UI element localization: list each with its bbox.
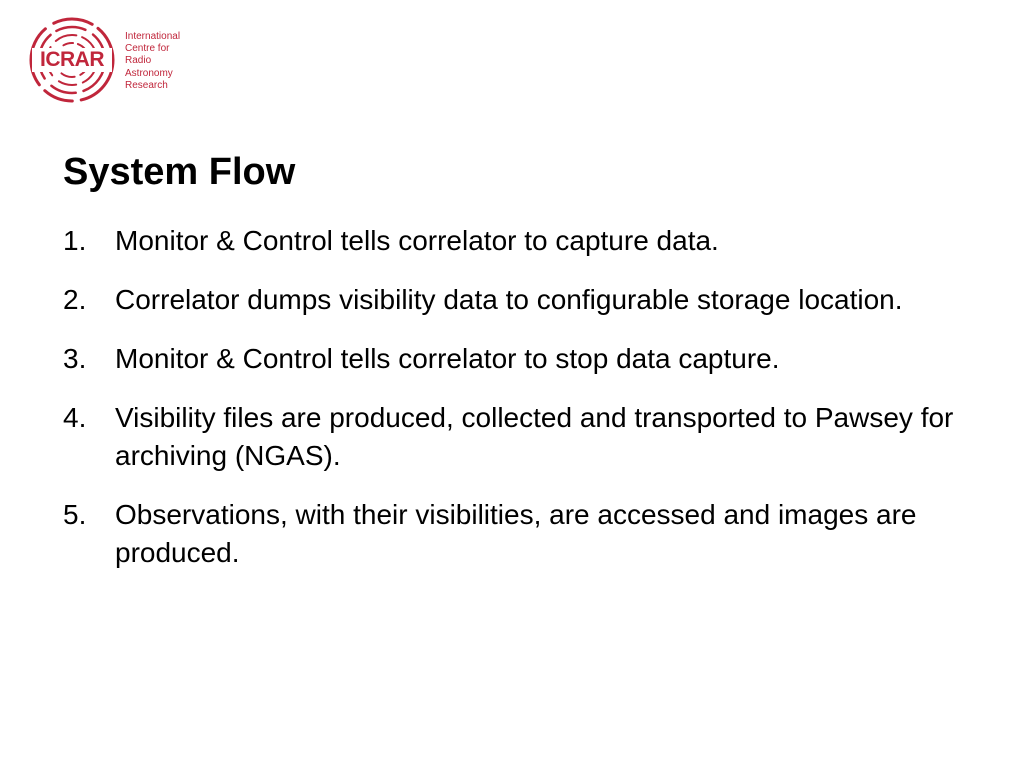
step-number: 1. xyxy=(63,225,87,256)
step-text: Monitor & Control tells correlator to stop data capture. xyxy=(115,343,780,374)
logo-wordmark: ICRAR xyxy=(32,48,112,72)
step-number: 2. xyxy=(63,284,87,315)
flow-step xyxy=(63,399,973,475)
step-number: 3. xyxy=(63,343,87,374)
logo-line: International xyxy=(125,31,181,42)
icrar-logo-mark xyxy=(28,16,116,104)
logo-line: Astronomy xyxy=(125,67,173,79)
step-text: Correlator dumps visibility data to configurable storage location. xyxy=(115,284,903,315)
flow-step xyxy=(63,222,973,260)
step-number: 4. xyxy=(63,402,87,433)
flow-step xyxy=(63,340,973,378)
logo-line: Radio xyxy=(125,55,152,67)
logo-line: Centre for xyxy=(125,43,170,55)
logo-organization-name xyxy=(125,31,225,92)
flow-step xyxy=(63,281,973,319)
step-text: Visibility files are produced, collected and transported to Pawsey for archiving (NGAS). xyxy=(115,402,954,471)
step-text: Monitor & Control tells correlator to capture data. xyxy=(115,225,719,256)
flow-steps-list xyxy=(63,222,973,593)
icrar-logo xyxy=(28,16,228,108)
slide-title: System Flow xyxy=(63,151,296,193)
step-number: 5. xyxy=(63,499,87,530)
step-text: Observations, with their visibilities, are accessed and images are produced. xyxy=(115,499,917,568)
flow-step xyxy=(63,496,973,572)
logo-line: Research xyxy=(125,79,168,91)
